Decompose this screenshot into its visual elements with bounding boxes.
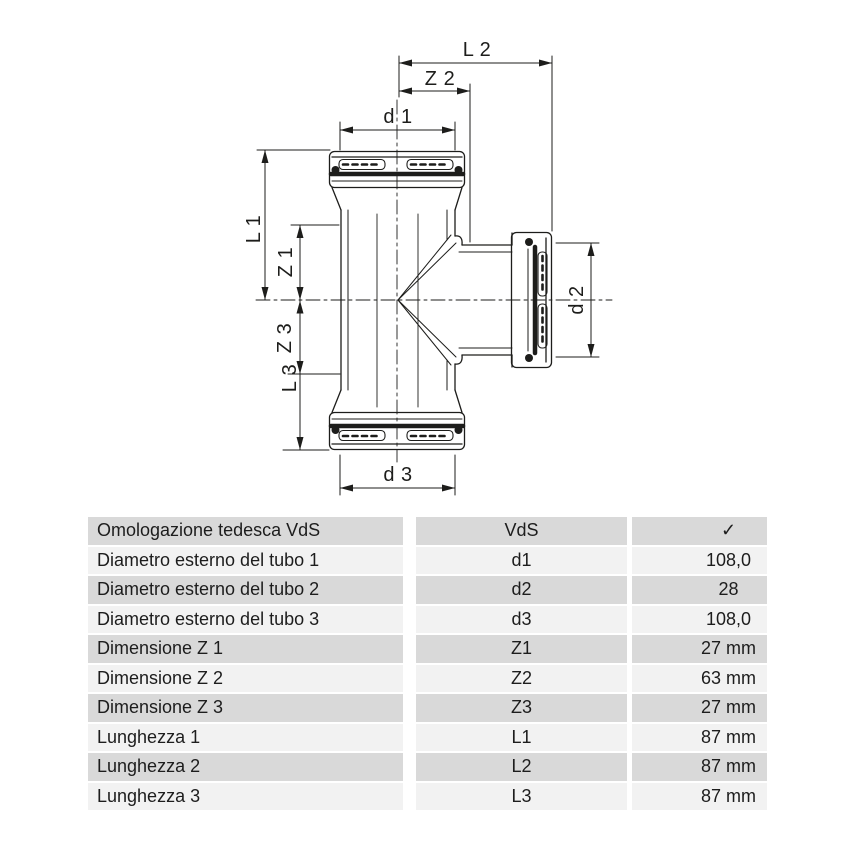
o-ring-dot [525, 354, 533, 362]
o-ring-dot [455, 426, 463, 434]
branch-shoulder-bottom [455, 355, 462, 364]
dim-label-z3: Z 3 [274, 322, 296, 354]
spec-value-cell: 27 mm [632, 694, 767, 722]
spec-label-cell: Lunghezza 3 [88, 783, 403, 811]
fitting-outline [330, 152, 552, 450]
spec-label-cell: Diametro esterno del tubo 1 [88, 547, 403, 575]
dim-label-l1: L 1 [243, 214, 265, 244]
spec-symbol-cell: d3 [416, 606, 627, 634]
spec-row [88, 606, 768, 634]
dim-label-l3: L 3 [279, 363, 301, 393]
spec-row [88, 547, 768, 575]
spec-symbol-cell: d1 [416, 547, 627, 575]
branch-shoulder-top [455, 236, 462, 245]
spec-symbol-cell: Z3 [416, 694, 627, 722]
spec-row [88, 635, 768, 663]
spec-row [88, 517, 768, 545]
spec-symbol-cell: Z2 [416, 665, 627, 693]
spec-label-cell: Omologazione tedesca VdS [88, 517, 403, 545]
spec-row [88, 576, 768, 604]
spec-row [88, 783, 768, 811]
spec-label-cell: Diametro esterno del tubo 2 [88, 576, 403, 604]
o-ring-dot [525, 238, 533, 246]
dim-label-d1: d 1 [383, 106, 413, 128]
spec-label-cell: Dimensione Z 1 [88, 635, 403, 663]
dim-label-d2: d 2 [566, 285, 588, 315]
spec-symbol-cell: L1 [416, 724, 627, 752]
spec-value-cell: 87 mm [632, 753, 767, 781]
spec-row [88, 724, 768, 752]
spec-label-cell: Lunghezza 2 [88, 753, 403, 781]
spec-symbol-cell: VdS [416, 517, 627, 545]
spec-value-cell: 108,0 [632, 547, 767, 575]
spec-label-cell: Diametro esterno del tubo 3 [88, 606, 403, 634]
spec-label-cell: Lunghezza 1 [88, 724, 403, 752]
spec-value-cell: 87 mm [632, 783, 767, 811]
o-ring-dot [455, 166, 463, 174]
dim-label-l2: L 2 [462, 39, 492, 61]
spec-row [88, 665, 768, 693]
dim-label-z2: Z 2 [424, 68, 456, 90]
spec-symbol-cell: d2 [416, 576, 627, 604]
centerlines [256, 100, 612, 462]
spec-value-cell: 108,0 [632, 606, 767, 634]
spec-symbol-cell: Z1 [416, 635, 627, 663]
spec-row [88, 694, 768, 722]
spec-symbol-cell: L3 [416, 783, 627, 811]
spec-value-cell: 28 [632, 576, 767, 604]
spec-value-cell: 27 mm [632, 635, 767, 663]
o-ring-dot [332, 166, 340, 174]
spec-value-cell: 87 mm [632, 724, 767, 752]
spec-symbol-cell: L2 [416, 753, 627, 781]
spec-table [88, 517, 768, 812]
spec-value-cell: ✓ [632, 517, 767, 545]
dim-label-z1: Z 1 [275, 246, 297, 278]
spec-label-cell: Dimensione Z 3 [88, 694, 403, 722]
dimension-lines [257, 56, 599, 495]
dim-label-d3: d 3 [383, 464, 413, 486]
spec-row [88, 753, 768, 781]
o-ring-dot [332, 426, 340, 434]
spec-label-cell: Dimensione Z 2 [88, 665, 403, 693]
spec-value-cell: 63 mm [632, 665, 767, 693]
